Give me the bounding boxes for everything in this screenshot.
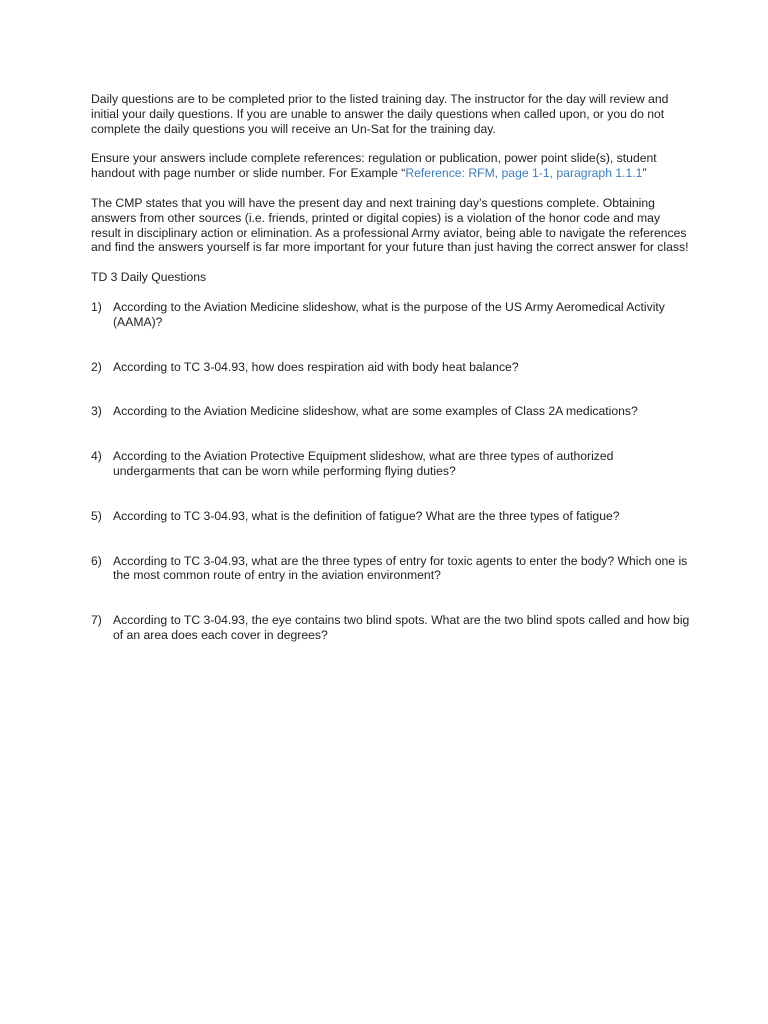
question-item-2: [91, 360, 691, 375]
question-text: According to TC 3-04.93, what is the definition of fatigue? What are the three types of fatigue?: [113, 508, 620, 523]
question-number: 5): [91, 508, 102, 523]
instructions-paragraph-3: The CMP states that you will have the present day and next training day’s questions complete. Obtaining answers from other sources (i.e. friends, printed or digital copies) is a violation of the honor code and may result in disciplinary action or elimination. As a professional Army aviator, being able to navigate the references and find the answers yourself is far more important for your future than just having the correct answer for class!: [91, 195, 689, 255]
question-text: According to the Aviation Medicine slideshow, what are some examples of Class 2A medications?: [113, 404, 638, 419]
question-item-4: [91, 449, 691, 479]
question-text: According to TC 3-04.93, how does respiration aid with body heat balance?: [113, 359, 519, 374]
question-number: 2): [91, 359, 102, 374]
question-text: According to TC 3-04.93, what are the three types of entry for toxic agents to enter the body? Which one is the most common route of entry in the aviation environment?: [113, 553, 688, 583]
question-number: 6): [91, 553, 102, 568]
question-text: According to the Aviation Medicine slideshow, what is the purpose of the US Army Aeromedical Activity (AAMA)?: [113, 299, 665, 329]
question-item-5: [91, 509, 691, 524]
question-number: 4): [91, 449, 102, 464]
question-number: 3): [91, 404, 102, 419]
question-list: [91, 300, 691, 643]
instructions-paragraph-2: [91, 151, 691, 181]
instructions-paragraph-2-close-quote: ”: [642, 166, 647, 181]
document-body: [91, 92, 691, 643]
reference-example: Reference: RFM, page 1-1, paragraph 1.1.1: [405, 166, 643, 181]
question-text: According to the Aviation Protective Equipment slideshow, what are three types of authorized undergarments that can be worn while performing flying duties?: [113, 449, 614, 478]
question-item-3: [91, 404, 691, 419]
instructions-paragraph-1: Daily questions are to be completed prior to the listed training day. The instructor for the day will review and initial your daily questions. If you are unable to answer the daily questions when called upon, or you do not complete the daily questions you will receive an Un-Sat for the training day.: [91, 92, 669, 136]
question-number: 1): [91, 299, 102, 314]
question-item-6: [91, 554, 691, 584]
question-item-1: [91, 300, 691, 330]
instructions-paragraph-2-text: Ensure your answers include complete references: regulation or publication, power point slide(s), student handout with page number or slide number. For Example “: [91, 151, 657, 181]
section-title: TD 3 Daily Questions: [91, 270, 207, 285]
question-item-7: [91, 613, 691, 643]
question-number: 7): [91, 613, 102, 628]
question-text: According to TC 3-04.93, the eye contains two blind spots. What are the two blind spots called and how big of an area does each cover in degrees?: [113, 613, 690, 642]
